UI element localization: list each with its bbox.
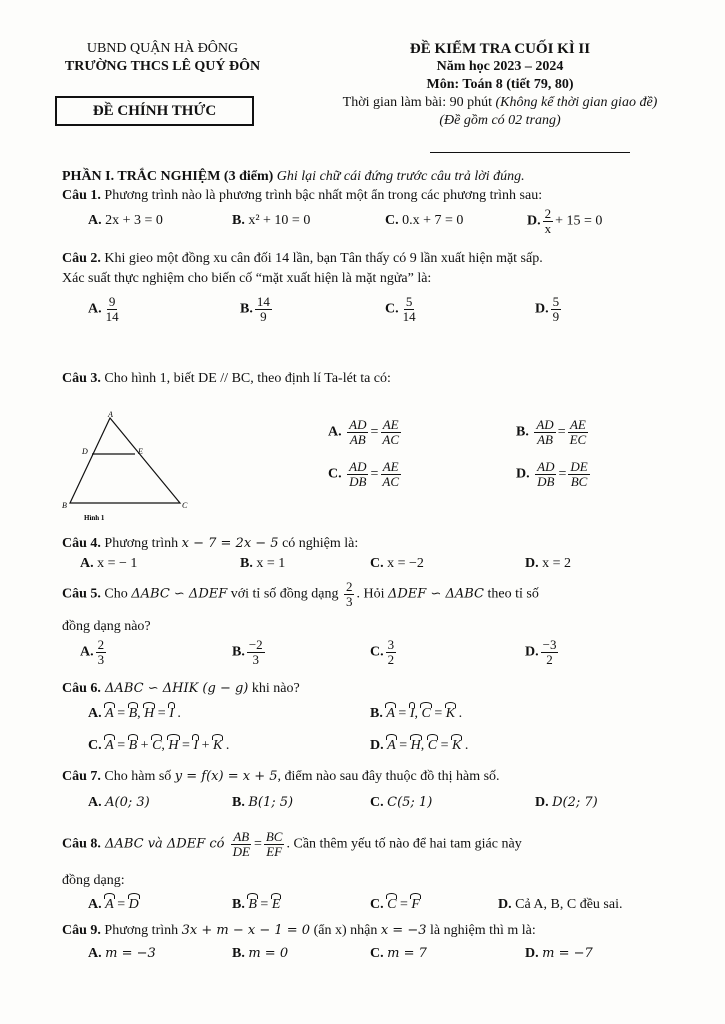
svg-text:E: E — [138, 447, 143, 456]
q6-options-row2 — [80, 738, 695, 760]
q2-option-b[interactable]: B. $\frac{14}{9}$ — [240, 294, 270, 324]
q8-options — [80, 897, 695, 919]
q2-option-c[interactable]: C. $\frac{5}{14}$ — [385, 294, 416, 324]
q5-option-a[interactable]: A. $\frac{2}{3}$ — [80, 637, 105, 667]
header-rule — [430, 152, 630, 153]
official-badge: ĐỀ CHÍNH THỨC — [55, 96, 254, 126]
q3-option-c[interactable]: C. $\frac{AD}{DB}$ = $\frac{AE}{AC}$ — [328, 459, 399, 489]
q6-option-d[interactable]: D. A = H, C = K . — [370, 738, 469, 753]
q1-option-d[interactable]: D. $\frac{2}{x}$ + 15 = 0 — [527, 206, 603, 236]
question-5-line2: đồng dạng nào? — [62, 619, 151, 634]
q7-option-a[interactable]: A. A(0; 3) — [88, 795, 150, 810]
q9-option-b[interactable]: B. m = 0 — [232, 946, 289, 961]
subject: Môn: Toán 8 (tiết 79, 80) — [426, 77, 574, 92]
question-3: Câu 3. Cho hình 1, biết DE // BC, theo định lí Ta-lét ta có: — [62, 371, 391, 386]
q3-options-row1 — [80, 418, 695, 454]
q4-option-d[interactable]: D. x = 2 — [525, 556, 572, 571]
question-1: Câu 1. Phương trình nào là phương trình bậc nhất một ẩn trong các phương trình sau: — [62, 188, 543, 203]
q2-option-d[interactable]: D. $\frac{5}{9}$ — [535, 294, 560, 324]
q7-option-b[interactable]: B. B(1; 5) — [232, 795, 294, 810]
q6-options-row1 — [80, 706, 695, 728]
q8-option-a[interactable]: A. A = D — [88, 897, 139, 912]
q1-option-c[interactable]: C. 0.x + 7 = 0 — [385, 213, 464, 228]
q4-options — [80, 556, 695, 578]
q9-option-d[interactable]: D. m = −7 — [525, 946, 593, 961]
q8-option-d[interactable]: D. Cả A, B, C đều sai. — [498, 897, 623, 912]
question-8: Câu 8. ΔABC và ΔDEF có $\frac{AB}{DE}$ = $\frac{BC}{EF}$ . Cần thêm yếu tố nào để hai tam giác này — [62, 829, 522, 859]
q7-option-d[interactable]: D. D(2; 7) — [535, 795, 598, 810]
q6-option-a[interactable]: A. A = B, H = I . — [88, 706, 181, 721]
q9-option-c[interactable]: C. m = 7 — [370, 946, 427, 961]
q3-option-a[interactable]: A. $\frac{AD}{AB}$ = $\frac{AE}{AC}$ — [328, 417, 399, 447]
q3-options-row2 — [80, 460, 695, 496]
question-9: Câu 9. Phương trình 3x + m − x − 1 = 0 (ẩn x) nhận x = −3 là nghiệm thì m là: — [62, 923, 536, 938]
q4-option-b[interactable]: B. x = 1 — [240, 556, 286, 571]
q7-options — [80, 795, 695, 817]
q5-option-c[interactable]: C. $\frac{3}{2}$ — [370, 637, 395, 667]
svg-text:B: B — [62, 501, 67, 510]
question-8-line2: đồng dạng: — [62, 873, 125, 888]
q6-option-c[interactable]: C. A = B + C, H = I + K . — [88, 738, 230, 753]
svg-text:D: D — [82, 447, 88, 456]
school-name: TRƯỜNG THCS LÊ QUÝ ĐÔN — [64, 59, 261, 74]
question-5: Câu 5. Cho ΔABC ∽ ΔDEF với tỉ số đồng dạng $\frac{2}{3}$ . Hỏi ΔDEF ∽ ΔABC theo tỉ số — [62, 579, 539, 609]
q4-option-a[interactable]: A. x = − 1 — [80, 556, 138, 571]
q5-option-b[interactable]: B. $\frac{-2}{3}$ — [232, 637, 263, 667]
q8-option-c[interactable]: C. C = F — [370, 897, 420, 912]
q3-option-b[interactable]: B. $\frac{AD}{AB}$ = $\frac{AE}{EC}$ — [516, 417, 587, 447]
q5-options — [80, 638, 695, 674]
school-year: Năm học 2023 – 2024 — [436, 59, 564, 74]
district-name: UBND QUẬN HÀ ĐÔNG — [86, 41, 239, 56]
q9-option-a[interactable]: A. m = −3 — [88, 946, 156, 961]
q3-option-d[interactable]: D. $\frac{AD}{DB}$ = $\frac{DE}{BC}$ — [516, 459, 588, 489]
time-line: Thời gian làm bài: 90 phút (Không kể thời gian giao đề) — [342, 95, 658, 110]
q5-option-d[interactable]: D. $\frac{-3}{2}$ — [525, 637, 557, 667]
q9-options — [80, 946, 695, 968]
question-2-line2: Xác suất thực nghiệm cho biến cố “mặt xuất hiện là mặt ngửa” là: — [62, 271, 432, 286]
exam-title: ĐỀ KIỂM TRA CUỐI KÌ II — [409, 41, 591, 57]
q6-option-b[interactable]: B. A = I, C = K . — [370, 706, 463, 721]
question-4: Câu 4. Phương trình x − 7 = 2x − 5 có nghiệm là: — [62, 536, 359, 551]
svg-text:A: A — [108, 410, 113, 419]
q1-options — [80, 206, 695, 236]
q2-option-a[interactable]: A. $\frac{9}{14}$ — [88, 294, 119, 324]
svg-text:C: C — [182, 501, 188, 510]
question-7: Câu 7. Cho hàm số y = f(x) = x + 5, điểm nào sau đây thuộc đồ thị hàm số. — [62, 769, 500, 784]
q1-option-b[interactable]: B. x² + 10 = 0 — [232, 213, 311, 228]
question-2: Câu 2. Khi gieo một đồng xu cân đối 14 lần, bạn Tân thấy có 9 lần xuất hiện mặt sấp. — [62, 251, 543, 266]
q2-options — [80, 295, 695, 331]
q1-option-a[interactable]: A. 2x + 3 = 0 — [88, 213, 163, 228]
header-right — [295, 40, 705, 130]
q4-option-c[interactable]: C. x = −2 — [370, 556, 424, 571]
question-6: Câu 6. ΔABC ∽ ΔHIK (g − g) khi nào? — [62, 681, 300, 696]
part1-heading: PHẦN I. TRẮC NGHIỆM (3 điểm) Ghi lại chữ cái đứng trước câu trả lời đúng. — [62, 169, 525, 184]
figure-caption: Hình 1 — [84, 514, 105, 522]
q7-option-c[interactable]: C. C(5; 1) — [370, 795, 433, 810]
pages-note: (Đề gồm có 02 trang) — [439, 113, 561, 128]
q8-option-b[interactable]: B. B = E — [232, 897, 281, 912]
header-left — [30, 40, 295, 76]
